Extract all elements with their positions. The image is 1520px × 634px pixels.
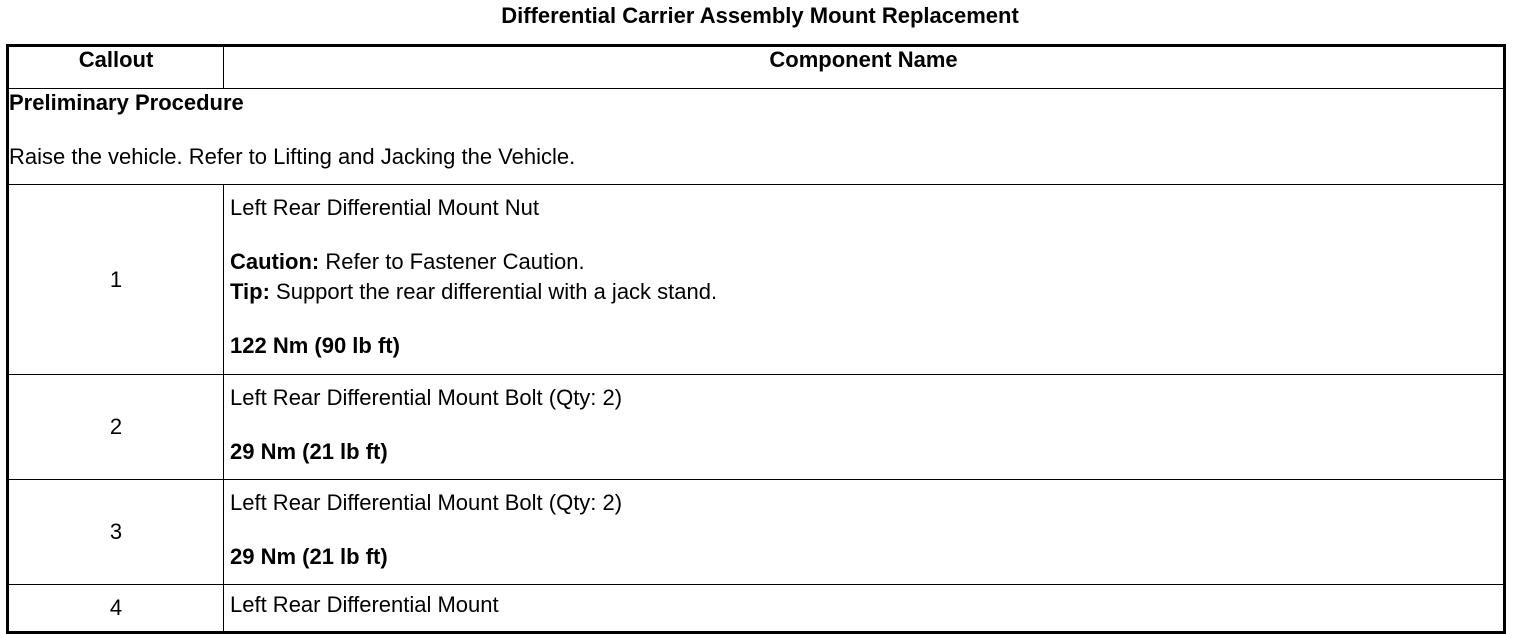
header-callout: Callout (8, 46, 224, 89)
table-row (8, 185, 1505, 375)
component-cell (224, 480, 1505, 585)
callout-cell: 3 (8, 480, 224, 585)
component-name: Left Rear Differential Mount Nut (230, 195, 539, 220)
preliminary-procedure-text: Raise the vehicle. Refer to Lifting and Jacking the Vehicle. (9, 144, 576, 169)
component-name: Left Rear Differential Mount Bolt (Qty: 2) (230, 490, 623, 515)
component-cell (224, 185, 1505, 375)
preliminary-procedure-heading: Preliminary Procedure (9, 90, 244, 115)
preliminary-procedure-cell (8, 89, 1505, 185)
torque-spec: 122 Nm (90 lb ft) (230, 333, 400, 358)
table-row (8, 585, 1505, 633)
callout-cell: 2 (8, 375, 224, 480)
preliminary-procedure-row (8, 89, 1505, 185)
table-header-row (8, 46, 1505, 89)
callout-cell: 1 (8, 185, 224, 375)
header-component-name: Component Name (224, 46, 1505, 89)
table-row (8, 480, 1505, 585)
caution-label: Caution: (230, 249, 320, 274)
document-title: Differential Carrier Assembly Mount Replacement (501, 3, 1019, 28)
callout-cell: 4 (8, 585, 224, 633)
table-row (8, 375, 1505, 480)
component-cell (224, 375, 1505, 480)
component-cell (224, 585, 1505, 633)
torque-spec: 29 Nm (21 lb ft) (230, 439, 388, 464)
torque-spec: 29 Nm (21 lb ft) (230, 544, 388, 569)
component-name: Left Rear Differential Mount (230, 592, 499, 617)
caution-line (230, 247, 1503, 277)
tip-text: Support the rear differential with a jack stand. (269, 279, 718, 304)
tip-line (230, 277, 1503, 307)
component-name: Left Rear Differential Mount Bolt (Qty: 2) (230, 385, 623, 410)
tip-label: Tip: (230, 279, 270, 304)
procedure-table (6, 44, 1506, 634)
caution-text: Refer to Fastener Caution. (319, 249, 585, 274)
